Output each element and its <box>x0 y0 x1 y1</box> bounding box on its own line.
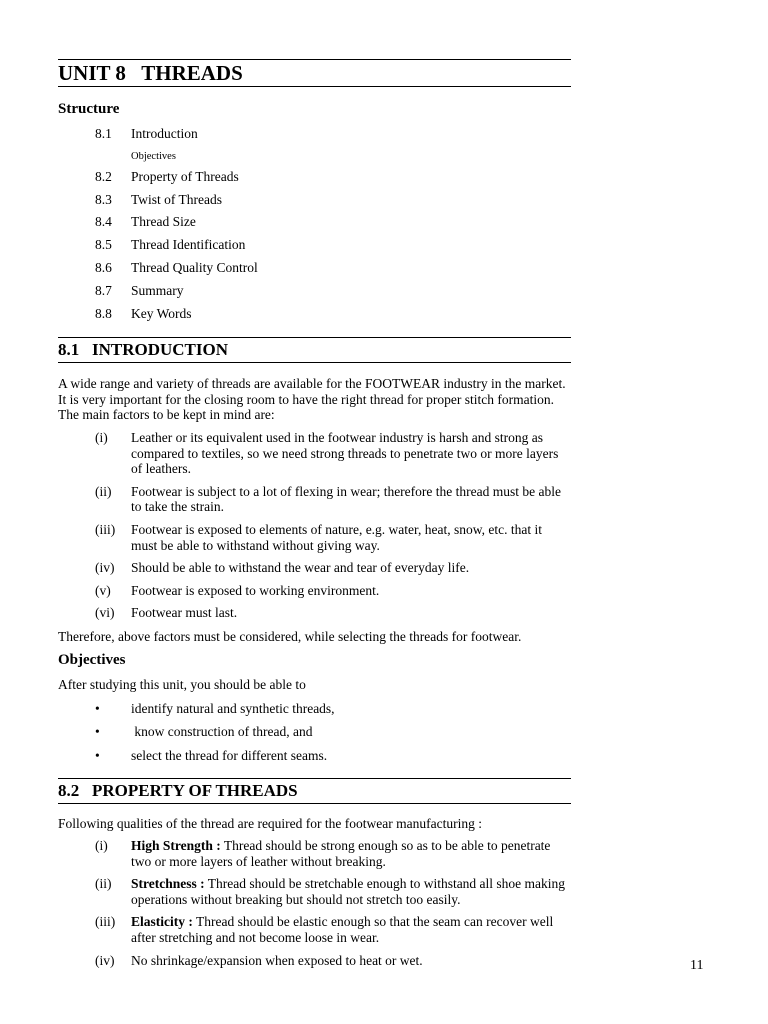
list-marker: (i) <box>95 430 108 445</box>
objectives-heading: Objectives <box>58 652 126 668</box>
list-item <box>95 484 571 515</box>
property-term: High Strength : <box>131 838 221 853</box>
list-item <box>95 430 571 477</box>
list-item-text: identify natural and synthetic threads, <box>131 701 335 716</box>
list-item <box>95 838 571 869</box>
list-item <box>95 953 571 969</box>
list-item <box>95 583 571 599</box>
toc-item <box>95 260 495 283</box>
list-item-text: Thread should be strong enough so as to be able to penetrate two or more layers of leather without breaking. <box>131 838 554 869</box>
introduction-heading: 8.1 INTRODUCTION <box>58 337 571 363</box>
toc-item-label: Objectives <box>131 150 176 162</box>
list-marker: (iii) <box>95 914 116 930</box>
list-item <box>95 560 571 576</box>
objectives-list <box>95 701 571 771</box>
toc-item-number: 8.5 <box>95 237 112 253</box>
toc-item-number: 8.4 <box>95 214 112 230</box>
list-item-text: Footwear is exposed to working environment. <box>131 582 380 598</box>
list-item-text: know construction of thread, and <box>131 724 313 740</box>
list-marker: (i) <box>95 838 108 853</box>
toc-item-label: Property of Threads <box>131 168 239 184</box>
unit-title: UNIT 8 THREADS <box>58 59 571 87</box>
list-item <box>95 724 571 747</box>
toc-item <box>95 126 495 149</box>
toc-item-number: 8.2 <box>95 168 112 184</box>
toc-item-label: Thread Size <box>131 214 196 230</box>
list-item <box>95 701 571 724</box>
list-item-text: select the thread for different seams. <box>131 747 328 763</box>
property-lead: Following qualities of the thread are required for the footwear manufacturing : <box>58 816 482 831</box>
list-item-text: Footwear is subject to a lot of flexing in wear; therefore the thread must be able to take the strain. <box>131 483 561 515</box>
toc-item-label: Key Words <box>131 305 192 321</box>
factors-list <box>95 430 571 628</box>
toc-item <box>95 169 495 192</box>
introduction-paragraph: A wide range and variety of threads are available for the FOOTWEAR industry in the market. It is very important for the closing room to have the right thread for proper stitch formation. The main factors to be kept in mind are: <box>58 376 566 423</box>
toc-item <box>95 149 495 169</box>
list-marker: (v) <box>95 582 111 598</box>
toc-item-number: 8.6 <box>95 259 112 275</box>
toc-item <box>95 306 495 329</box>
toc-item-number: 8.1 <box>95 126 112 141</box>
page-number: 11 <box>690 958 704 973</box>
list-item-text: No shrinkage/expansion when exposed to heat or wet. <box>131 952 423 968</box>
toc-item-number: 8.8 <box>95 305 112 321</box>
toc-item-number: 8.7 <box>95 282 112 298</box>
list-item-text: Leather or its equivalent used in the footwear industry is harsh and strong as compared to textiles, so we need strong threads to penetrate two or more layers of leathers. <box>131 430 559 477</box>
list-item-text: Footwear is exposed to elements of nature, e.g. water, heat, snow, etc. that it must be able to withstand without giving way. <box>131 521 542 553</box>
property-term: Stretchness : <box>131 876 205 892</box>
list-item <box>95 748 571 771</box>
bullet-marker: • <box>95 724 100 740</box>
toc-item <box>95 283 495 306</box>
toc-item <box>95 214 495 237</box>
toc-item-number: 8.3 <box>95 191 112 207</box>
list-marker: (iv) <box>95 952 115 968</box>
list-item-text: Footwear must last. <box>131 605 238 621</box>
list-item-text: Should be able to withstand the wear and tear of everyday life. <box>131 560 470 576</box>
toc-item <box>95 192 495 215</box>
list-item <box>95 876 571 907</box>
list-item <box>95 522 571 553</box>
list-item <box>95 914 571 945</box>
property-heading: 8.2 PROPERTY OF THREADS <box>58 778 571 804</box>
structure-heading: Structure <box>58 101 120 117</box>
toc-item-label: Thread Identification <box>131 237 246 253</box>
introduction-conclusion: Therefore, above factors must be considered, while selecting the threads for footwear. <box>58 629 522 644</box>
structure-list <box>95 126 495 328</box>
list-marker: (iii) <box>95 521 116 537</box>
list-item-text: Thread should be elastic enough so that the seam can recover well after stretching and not become loose in wear. <box>131 914 557 945</box>
property-list <box>95 838 571 975</box>
list-marker: (ii) <box>95 483 112 499</box>
list-marker: (vi) <box>95 605 115 621</box>
list-marker: (ii) <box>95 876 112 892</box>
bullet-marker: • <box>95 701 100 716</box>
toc-item-label: Thread Quality Control <box>131 259 258 275</box>
list-marker: (iv) <box>95 560 115 576</box>
list-item <box>95 605 571 621</box>
objectives-lead: After studying this unit, you should be able to <box>58 677 306 692</box>
bullet-marker: • <box>95 747 100 763</box>
toc-item-label: Twist of Threads <box>131 191 223 207</box>
toc-item <box>95 237 495 260</box>
property-term: Elasticity : <box>131 914 193 930</box>
list-item-text: Thread should be stretchable enough to withstand all shoe making operations without breaking but should not stretch too easily. <box>131 876 569 907</box>
toc-item-label: Introduction <box>131 126 198 141</box>
toc-item-label: Summary <box>131 282 184 298</box>
